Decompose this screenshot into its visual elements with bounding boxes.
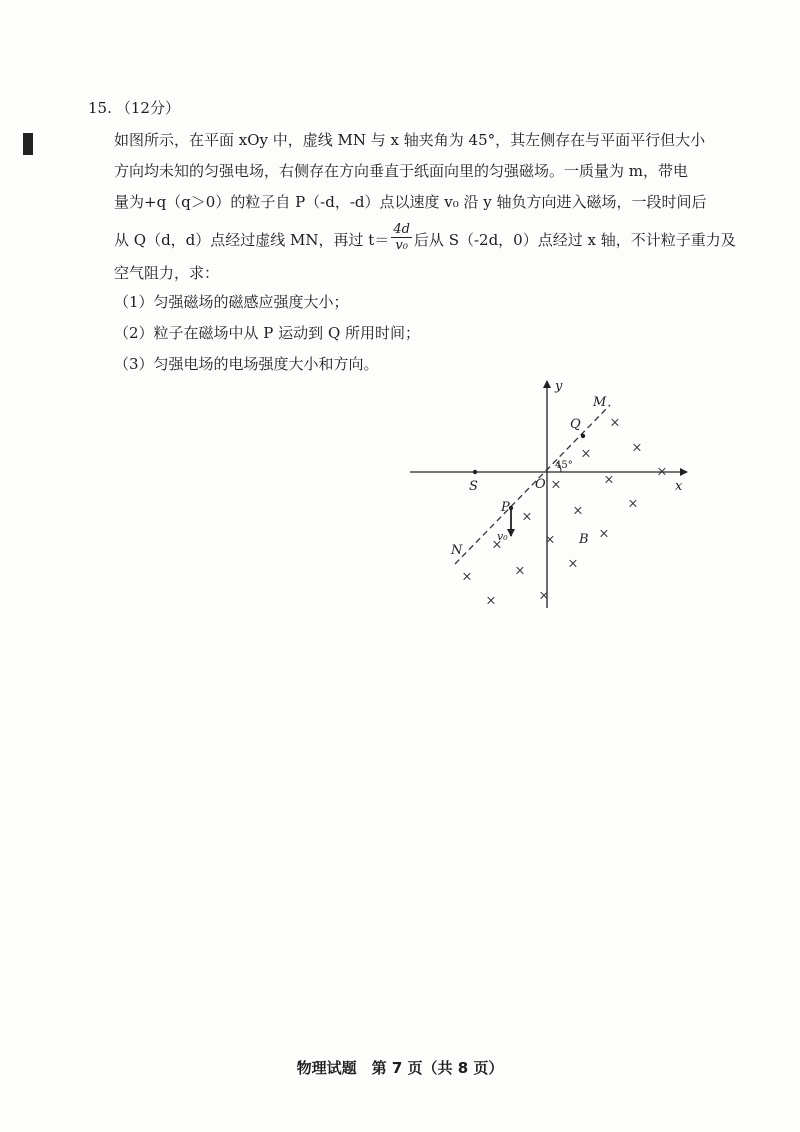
label-b: B	[579, 532, 589, 547]
time-fraction-numerator: 4d	[393, 221, 410, 237]
field-marker: ×	[580, 446, 592, 462]
question-line-2: 方向均未知的匀强电场，右侧存在方向垂直于纸面向里的匀强磁场。一质量为 m，带电	[114, 162, 688, 180]
question-line-4-start: 从 Q（d，d）点经过虚线 MN，再过 t＝	[114, 231, 390, 249]
question-body	[114, 125, 736, 289]
field-markers	[462, 416, 668, 609]
page-footer: 物理试题 第 7 页（共 8 页）	[296, 1059, 504, 1077]
question-line-4	[114, 218, 736, 258]
field-marker: ×	[609, 415, 621, 431]
field-marker: ×	[544, 532, 556, 548]
field-marker: ×	[491, 537, 503, 553]
question-line-3: 量为+q（q＞0）的粒子自 P（-d，-d）点以速度 v₀ 沿 y 轴负方向进入磁场，一段时间后	[114, 193, 707, 211]
field-marker: ×	[485, 593, 497, 609]
field-marker: ×	[603, 472, 615, 488]
label-v0: v₀	[497, 530, 508, 543]
label-q: Q	[570, 417, 581, 432]
field-marker: ×	[631, 440, 643, 456]
field-marker: ×	[461, 569, 473, 585]
field-marker: ×	[627, 496, 639, 512]
sub-question-2: （2）粒子在磁场中从 P 运动到 Q 所用时间；	[114, 324, 421, 342]
origin-label: O	[535, 477, 546, 492]
question-line-5: 空气阻力，求：	[114, 264, 220, 282]
field-marker: ×	[538, 588, 550, 604]
angle-label: 45°	[555, 460, 573, 471]
y-axis-label: y	[555, 379, 563, 394]
label-m: M	[593, 395, 607, 410]
point-q-dot	[581, 434, 585, 438]
label-p: P	[501, 500, 510, 515]
field-marker: ×	[567, 556, 579, 572]
scan-edge-mark	[23, 133, 33, 155]
label-n: N	[451, 543, 463, 558]
field-marker: ×	[514, 563, 526, 579]
question-number-label: 15.	[88, 99, 112, 117]
question-number	[88, 97, 184, 118]
field-marker: ×	[598, 526, 610, 542]
sub-question-3: （3）匀强电场的电场强度大小和方向。	[114, 355, 379, 373]
physics-diagram	[405, 378, 695, 610]
time-fraction-denominator: v₀	[395, 237, 408, 253]
field-marker: ×	[521, 509, 533, 525]
diagram-svg	[405, 378, 695, 610]
question-score: （12分）	[115, 99, 180, 117]
field-marker: ×	[572, 503, 584, 519]
time-fraction	[391, 222, 412, 253]
sub-question-1: （1）匀强磁场的磁感应强度大小；	[114, 293, 349, 311]
label-s: S	[469, 479, 478, 494]
field-marker: ×	[656, 464, 668, 480]
field-marker: ×	[550, 477, 562, 493]
question-line-1: 如图所示，在平面 xOy 中，虚线 MN 与 x 轴夹角为 45°，其左侧存在与平面平行但大小	[114, 131, 706, 149]
point-s-dot	[473, 470, 477, 474]
x-axis-label: x	[675, 479, 683, 494]
question-line-4-end: 后从 S（-2d，0）点经过 x 轴，不计粒子重力及	[413, 231, 736, 249]
